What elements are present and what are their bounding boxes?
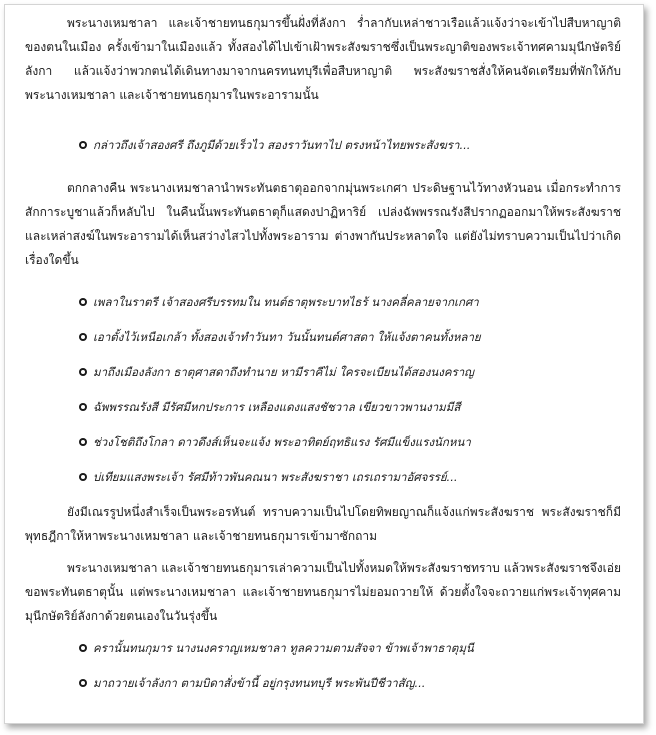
bullet-circle-icon — [79, 298, 87, 306]
bullet-circle-icon — [79, 679, 87, 687]
bullet-circle-icon — [79, 644, 87, 652]
spacer — [25, 628, 621, 636]
spacer — [25, 548, 621, 556]
bullet-circle-icon — [79, 141, 87, 149]
verse-line — [25, 133, 621, 168]
verse-line — [25, 360, 621, 395]
verse-text: เพลาในราตรี เจ้าสองศรีบรรทมใน ทนต์ธาตุพระบาทไธร้ นางคลี่คลายจากเกศา — [93, 295, 479, 309]
verse-text: ฉัพพรรณรังสี มีรัศมีหกประการ เหลืองแดงแสงชัชวาล เขียวขาวพานงามมีสี — [93, 400, 461, 414]
verse-line — [25, 671, 621, 706]
verse-text: ช่วงโชติถึงโกลา ดาวดึงส์เห็นจะแจ้ง พระอาทิตย์ฤทธิแรง รัศมีแข็งแรงนักหนา — [93, 435, 471, 449]
verse-text: ครานั้นทนกุมาร นางนงคราญเหมชาลา ทูลความตามสัจจา ข้าพเจ้าพาธาตุมุนี — [93, 641, 474, 655]
verse-line — [25, 430, 621, 465]
verse-list-3 — [25, 636, 621, 706]
verse-line — [25, 325, 621, 360]
document-page — [4, 4, 644, 724]
paragraph-2: ตกกลางคืน พระนางเหมชาลานำพระทันตธาตุออกจากมุ่นพระเกศา ประดิษฐานไว้ทางหัวนอน เมื่อกระทำการสักการะบูชาแล้วก็หลับไป ในคืนนั้นพระทันตธาตุก็แสดงปาฏิหาริย์ เปล่งฉัพพรรณรังสีปรากฏออกมาให้พระสังฆราช และเหล่าสงฆ์ในพระอารามได้เห็นสว่างไสวไปทั้งพระอาราม ต่างพากันประหลาดใจ แต่ยังไม่ทราบความเป็นไปว่าเกิดเรื่องใดขึ้น — [25, 181, 621, 267]
verse-line — [25, 465, 621, 500]
verse-text: มาถึงเมืองลังกา ธาตุศาสดาถึงทำนาย หามีราคีไม่ ใครจะเบียนได้สองนงคราญ — [93, 365, 474, 379]
bullet-circle-icon — [79, 403, 87, 411]
verse-text: บ่เทียมแสงพระเจ้า รัศมีท้าวพันคณนา พระสังฆราชา เถรเถรามาอัศจรรย์... — [93, 470, 458, 484]
spacer — [25, 168, 621, 176]
verse-text: กล่าวถึงเจ้าสองศรี ถึงภูมีด้วยเร็วไว สองราวันทาไป ตรงหน้าไทยพระสังฆรา... — [93, 138, 471, 152]
verse-line — [25, 395, 621, 430]
bullet-circle-icon — [79, 473, 87, 481]
bullet-circle-icon — [79, 368, 87, 376]
verse-text: มาถวายเจ้าลังกา ตามบิดาสั่งข้านี้ อยู่กรุงทนทบุรี พระพันปีชีวาสัญ... — [93, 676, 426, 690]
paragraph-1: พระนางเหมชาลา และเจ้าชายทนธกุมารขึ้นฝั่งที่ลังกา รํ่าลากับเหล่าชาวเรือแล้วแจ้งว่าจะเข้าไปสืบหาญาติของตนในเมือง ครั้งเข้ามาในเมืองแล้ว ทั้งสองได้ไปเข้าเฝ้าพระสังฆราชซึ่งเป็นพระญาติของพระเจ้าทศคามมุนีกษัตริย์ลังกา แล้วแจ้งว่าพวกตนได้เดินทางมาจากนครทนทบุรีเพื่อสืบหาญาติ พระสังฆราชสั่งให้คนจัดเตรียมที่พักให้กับพระนางเหมชาลา และเจ้าชายทนธกุมารในพระอารามนั้น — [25, 16, 621, 102]
verse-line — [25, 290, 621, 325]
paragraph-3: ยังมีเณรรูปหนึ่งสำเร็จเป็นพระอรหันต์ ทราบความเป็นไปโดยทิพยญาณก็แจ้งแก่พระสังฆราช พระสังฆราชก็มีพุทธฎีกาให้หาพระนางเหมชาลา และเจ้าชายทนธกุมารเข้ามาซักถาม — [25, 505, 621, 543]
bullet-circle-icon — [79, 438, 87, 446]
bullet-circle-icon — [79, 333, 87, 341]
paragraph-4: พระนางเหมชาลา และเจ้าชายทนธกุมารเล่าความเป็นไปทั้งหมดให้พระสังฆราชทราบ แล้วพระสังฆราชจึงเอ่ยขอพระทันตธาตุนั้น แต่พระนางเหมชาลา และเจ้าชายทนธกุมารไม่ยอมถวายให้ ด้วยตั้งใจจะถวายแก่พระเจ้าทุศคามมุนีกษัตริย์ลังกาด้วยตนเองในวันรุ่งขึ้น — [25, 561, 621, 623]
spacer — [25, 272, 621, 290]
verse-list-1 — [25, 133, 621, 168]
spacer — [25, 107, 621, 133]
verse-text: เอาตั้งไว้เหนือเกล้า ทั้งสองเจ้าทำวันทา วันนั้นทนต์ศาสดา ให้แจ้งตาคนทั้งหลาย — [93, 330, 481, 344]
verse-line — [25, 636, 621, 671]
verse-list-2 — [25, 290, 621, 500]
